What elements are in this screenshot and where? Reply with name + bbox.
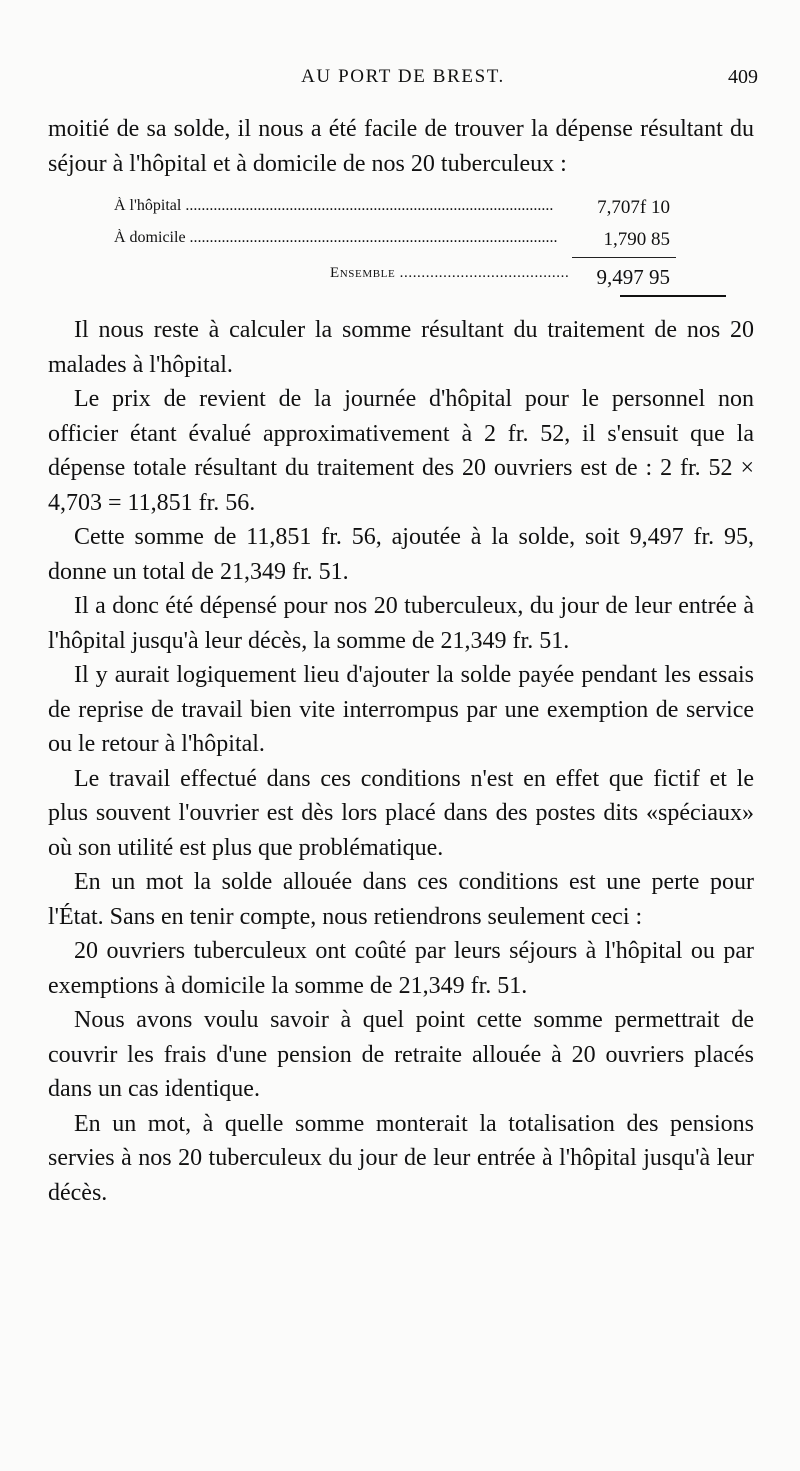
paragraph: Il y aurait logiquement lieu d'ajouter la solde payée pendant les essais de reprise de travail bien vite interrompus par une exemption de service ou le retour à l'hôpital. [48,662,754,757]
ledger-label: À domicile ..... [114,229,570,247]
paragraph: Il nous reste à calculer la somme résultant du traitement de nos 20 malades à l'hôpital. [48,317,754,378]
paragraph: En un mot, à quelle somme monterait la totalisation des pensions servies à nos 20 tuberculeux du jour de leur entrée à l'hôpital jusqu'à leur décès. [48,1110,754,1206]
ledger-row-hopital [48,197,754,221]
ledger-label: À l'hôpital ..... [114,197,570,215]
paragraph: Cette somme de 11,851 fr. 56, ajoutée à la solde, soit 9,497 fr. 95, donne un total de 21,349 fr. 51. [48,524,754,585]
paragraph: Il a donc été dépensé pour nos 20 tuberculeux, du jour de leur entrée à l'hôpital jusqu'à leur décès, la somme de 21,349 fr. 51. [48,593,754,654]
body-text [48,112,754,1210]
ledger-value: 1,790 85 [603,229,670,250]
total-rule [620,295,726,297]
paragraph: moitié de sa solde, il nous a été facile de trouver la dépense résultant du séjour à l'hôpital et à domicile de nos 20 tuberculeux : [48,116,754,177]
running-title: AU PORT DE BREST. [301,66,505,87]
paragraph: En un mot la solde allouée dans ces conditions est une perte pour l'État. Sans en tenir compte, nous retiendrons seulement ceci : [48,869,754,930]
page-number: 409 [728,66,758,88]
paragraph: Le prix de revient de la journée d'hôpital pour le personnel non officier étant évalué approximativement à 2 fr. 52, il s'ensuit que la dépense totale résultant du traitement des 20 ouvriers est de : 2 fr. 52 × 4,703 = 11,851 fr. 56. [48,386,754,516]
ledger-value: 7,707f 10 [597,197,670,218]
paragraph: Nous avons voulu savoir à quel point cette somme permettrait de couvrir les frais d'une pension de retraite allouée à 20 ouvriers placés dans un cas identique. [48,1007,754,1102]
sum-rule [572,257,676,258]
ledger-row-domicile [48,229,754,253]
paragraph: 20 ouvriers tuberculeux ont coûté par leurs séjours à l'hôpital ou par exemptions à domicile la somme de 21,349 fr. 51. [48,938,754,999]
running-head [48,66,758,94]
ledger-total-value: 9,497 95 [596,265,670,289]
ledger-total [48,265,754,305]
expense-ledger [48,197,754,305]
ledger-total-label: Ensemble ..... [330,265,570,282]
paragraph: Le travail effectué dans ces conditions n'est en effet que fictif et le plus souvent l'ouvrier est dès lors placé dans des postes dits «spéciaux» où son utilité est plus que problématique. [48,765,754,861]
